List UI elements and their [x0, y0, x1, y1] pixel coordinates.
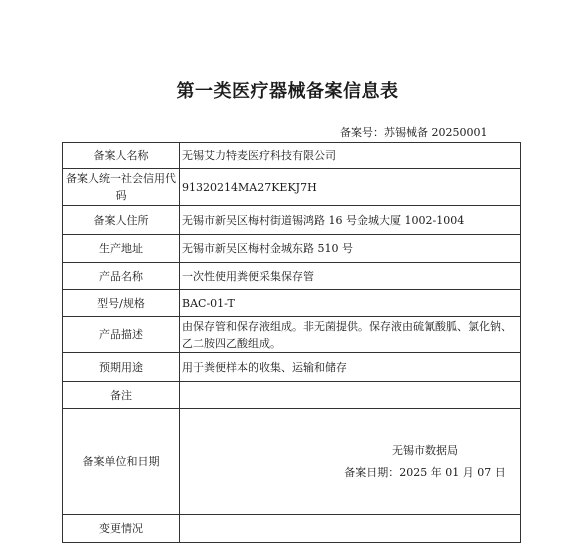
- table-row: [63, 353, 521, 382]
- value-remarks: [180, 382, 521, 409]
- table-row: [63, 143, 521, 169]
- table-row: [63, 235, 521, 263]
- value-product-description: 由保存管和保存液组成。非无菌提供。保存液由硫氰酸胍、氯化钠、乙二胺四乙酸组成。: [180, 317, 521, 353]
- filing-stamp-block: [182, 440, 518, 484]
- table-row: [63, 206, 521, 235]
- value-product-name: 一次性使用粪便采集保存管: [180, 263, 521, 290]
- label-credit-code: 备案人统一社会信用代码: [63, 169, 180, 206]
- value-model-spec: BAC-01-T: [180, 290, 521, 317]
- table-row: [63, 317, 521, 353]
- table-row: [63, 290, 521, 317]
- value-credit-code: 91320214MA27KEKJ7H: [180, 169, 521, 206]
- label-intended-use: 预期用途: [63, 353, 180, 382]
- label-product-name: 产品名称: [63, 263, 180, 290]
- table-row: [63, 382, 521, 409]
- document-title: 第一类医疗器械备案信息表: [176, 81, 399, 102]
- filing-authority: 无锡市数据局: [392, 443, 458, 457]
- record-number: 备案号：苏锡械备 20250001: [340, 126, 488, 139]
- value-filer-name: 无锡艾力特麦医疗科技有限公司: [180, 143, 521, 169]
- value-production-address: 无锡市新吴区梅村金城东路 510 号: [180, 235, 521, 263]
- label-filer-address: 备案人住所: [63, 206, 180, 235]
- value-filing-unit-date: [180, 409, 521, 515]
- label-product-description: 产品描述: [63, 317, 180, 353]
- label-change-history: 变更情况: [63, 515, 180, 543]
- label-production-address: 生产地址: [63, 235, 180, 263]
- table-row: [63, 169, 521, 206]
- label-filer-name: 备案人名称: [63, 143, 180, 169]
- label-model-spec: 型号/规格: [63, 290, 180, 317]
- record-info-table: [62, 142, 521, 543]
- value-change-history: [180, 515, 521, 543]
- label-filing-unit-date: 备案单位和日期: [63, 409, 180, 515]
- label-remarks: 备注: [63, 382, 180, 409]
- value-intended-use: 用于粪便样本的收集、运输和储存: [180, 353, 521, 382]
- table-row: [63, 263, 521, 290]
- table-row: [63, 409, 521, 515]
- table-row: [63, 515, 521, 543]
- value-filer-address: 无锡市新吴区梅村街道锡鸿路 16 号金城大厦 1002-1004: [180, 206, 521, 235]
- filing-date: 备案日期：2025 年 01 月 07 日: [344, 465, 506, 479]
